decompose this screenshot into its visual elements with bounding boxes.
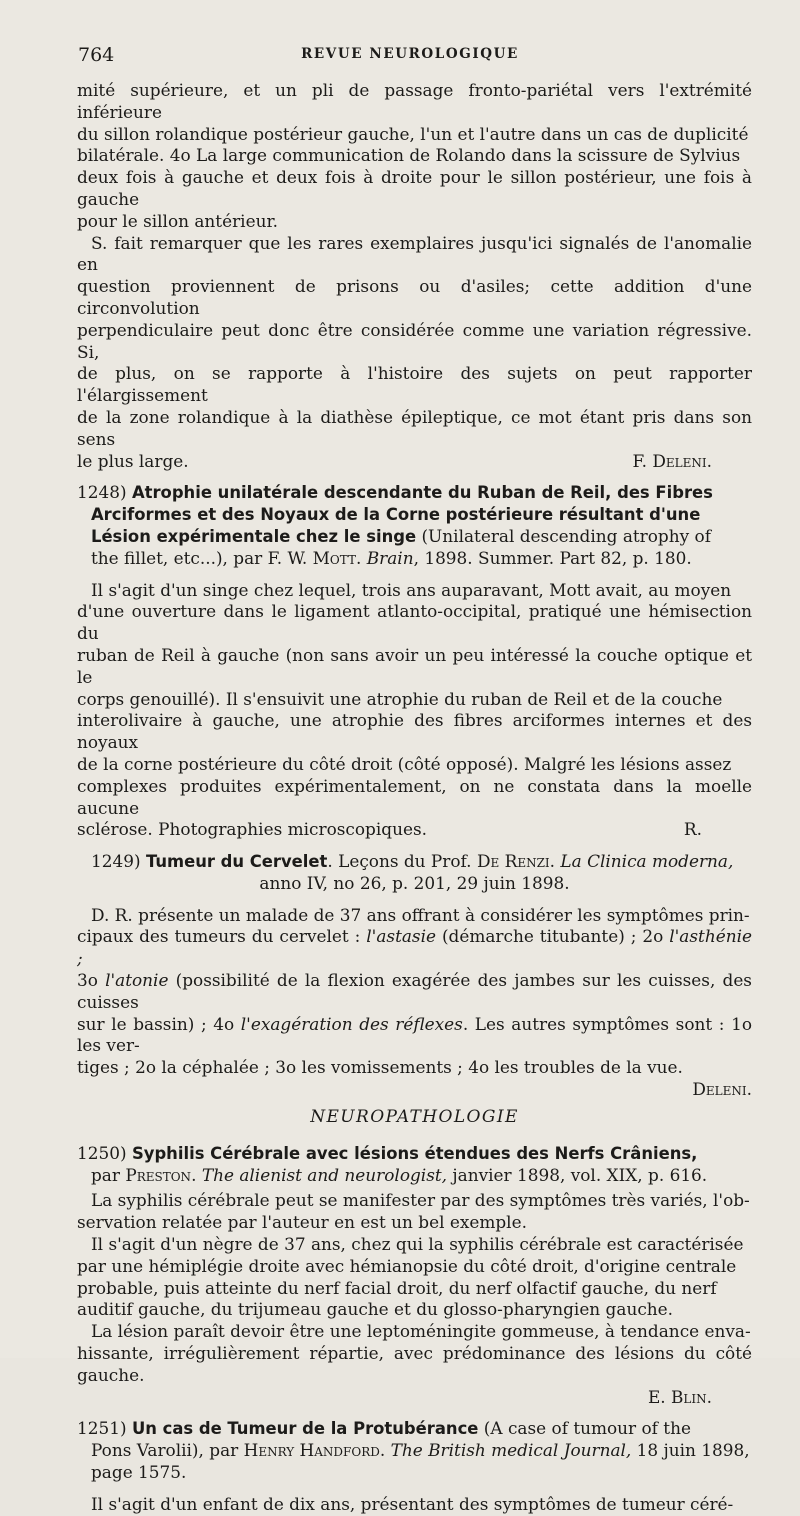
entry-1248: 1248) Atrophie unilatérale descendante du Ruban de Reil, des Fibres Arciformes et des Noyaux de la Corne postérieure résultant d'une Lésion expérimentale chez le singe (Unilateral descending atrophy of the fillet, etc...), par F. W. Mott. Brain, 1898. Summer. Part 82, p. 180. Il s'agit d'un singe chez lequel, trois ans auparavant, Mott avait, au moyen d'une ouverture dans le ligament atlanto-occipital, pratiqué une hémisection du ruban de Reil à gauche (non sans avoir un peu intéressé la couche optique et le corps genouillé). Il s'ensuivit une atrophie du ruban de Reil et de la couche interolivaire à gauche, une atrophie des fibres arciformes internes et des noyaux de la corne postérieure du côté droit (côté opposé). Malgré les lésions assez complexes produites expérimentalement, on ne constata dans la moelle aucune sclérose. Photographies microscopiques. R. bbox=[77, 482, 752, 840]
signature: R. bbox=[683, 819, 702, 840]
entry-title: Tumeur du Cervelet bbox=[145, 852, 328, 872]
section-heading: NEUROPATHOLOGIE bbox=[310, 1107, 519, 1128]
signature: E. Blin. bbox=[647, 1386, 712, 1407]
entry-title: Atrophie unilatérale descendante du Ruban de Reil, des Fibres bbox=[131, 483, 713, 503]
journal-name: The alienist and neurologist, bbox=[201, 1164, 448, 1185]
entry-number: 1250) bbox=[77, 1142, 127, 1163]
entry-number: 1251) bbox=[77, 1418, 127, 1439]
signature: Deleni. bbox=[692, 1079, 752, 1100]
entry-heading bbox=[77, 482, 752, 504]
page-header bbox=[78, 44, 742, 68]
journal-name: The British medical Journal, bbox=[390, 1440, 632, 1461]
entry-heading: 1251) Un cas de Tumeur de la Protubérance (A case of tumour of the bbox=[77, 1418, 691, 1439]
entry-body: Il s'agit d'un enfant de dix ans, présentant des symptômes de tumeur céré- bbox=[91, 1493, 734, 1514]
entry-number: 1249) bbox=[91, 851, 141, 872]
entry-body: La syphilis cérébrale peut se manifester par des symptômes très variés, l'ob- servation relatée par l'auteur en est un bel exemple. bbox=[77, 1190, 750, 1233]
journal-name: Brain bbox=[366, 547, 414, 568]
entry-1251: 1251) Un cas de Tumeur de la Protubérance (A case of tumour of the Pons Varolii), par Henry Handford. The British medical Journal, 18 juin 1898, page 1575. Il s'agit d'un enfant de dix ans, présentant des symptômes de tumeur céré- bbox=[77, 1418, 752, 1515]
entry-body: D. R. présente un malade de 37 ans offrant à considérer les symptômes prin- cipaux des tumeurs du cervelet : l'astasie (démarche titubante) ; 2o l'asthénie ; 3o l'atonie (possibilité de la flexion exagérée des jambes sur les cuisses, des cuisses sur le bassin) ; 4o l'exagération des réflexes. Les autres symptômes sont : 1o les ver- tiges ; 2o la céphalée ; 3o les vomissements ; 4o les troubles de la vue. Deleni. bbox=[77, 904, 752, 1100]
running-title: REVUE NEUROLOGIQUE bbox=[301, 46, 519, 62]
journal-name: La Clinica moderna, bbox=[560, 851, 734, 872]
entry-body: Il s'agit d'un singe chez lequel, trois ans auparavant, Mott avait, au moyen d'une ouverture dans le ligament atlanto-occipital, pratiqué une hémisection du ruban de Reil à gauche (non sans avoir un peu intéressé la couche optique et le corps genouillé). Il s'ensuivit une atrophie du ruban de Reil et de la couche interolivaire à gauche, une atrophie des fibres arciformes internes et des noyaux de la corne postérieure du côté droit (côté opposé). Malgré les lésions assez complexes produites expérimentalement, on ne constata dans la moelle aucune sclérose. Photographies microscopiques. R. bbox=[77, 579, 752, 840]
paragraph-continuation: mité supérieure, et un pli de passage fronto-pariétal vers l'extrémité inférieure du sillon rolandique postérieur gauche, l'un et l'autre dans un cas de duplicité bilatérale. 4o La large communication de Rolando dans la scissure de Sylvius deux fois à gauche et deux fois à droite pour le sillon postérieur, une fois à gauche pour le sillon antérieur. bbox=[77, 80, 752, 231]
entry-heading bbox=[77, 1143, 752, 1165]
entry-1249: 1249) Tumeur du Cervelet. Leçons du Prof. De Renzi. La Clinica moderna, anno IV, no 26, p. 201, 29 juin 1898. D. R. présente un malade de 37 ans offrant à considérer les symptômes prin- cipaux des tumeurs du cervelet : l'astasie (démarche titubante) ; 2o l'asthénie ; 3o l'atonie (possibilité de la flexion exagérée des jambes sur les cuisses, des cuisses sur le bassin) ; 4o l'exagération des réflexes. Les autres symptômes sont : 1o les ver- tiges ; 2o la céphalée ; 3o les vomissements ; 4o les troubles de la vue. Deleni. bbox=[77, 851, 752, 1100]
entry-title: Un cas de Tumeur de la Protubérance bbox=[131, 1419, 479, 1439]
author: Henry Handford bbox=[243, 1440, 380, 1461]
author: Preston bbox=[125, 1164, 192, 1185]
entry-1250: 1250) Syphilis Cérébrale avec lésions étendues des Nerfs Crâniens, par Preston. The alienist and neurologist, janvier 1898, vol. XIX, p. 616. La syphilis cérébrale peut se manifester par des symptômes très variés, l'ob- servation relatée par l'auteur en est un bel exemple. Il s'agit d'un nègre de 37 ans, chez qui la syphilis cérébrale est caractérisée par une hémiplégie droite avec hémianopsie du côté droit, d'origine centrale probable, puis atteinte du nerf facial droit, du nerf olfactif gauche, du nerf auditif gauche, du trijumeau gauche et du glosso-pharyngien gauche. La lésion paraît devoir être une leptoméningite gommeuse, à tendance enva- hissante, irrégulièrement répartie, avec prédominance des lésions du côté gauche. E. Blin. bbox=[77, 1142, 752, 1407]
entry-number: 1248) bbox=[77, 482, 127, 503]
text-column bbox=[77, 80, 752, 1516]
signature: F. Deleni. bbox=[632, 450, 712, 471]
author: Mott bbox=[312, 547, 356, 568]
entry-title: Syphilis Cérébrale avec lésions étendues des Nerfs Crâniens, bbox=[131, 1143, 698, 1163]
entry-heading: 1249) Tumeur du Cervelet. Leçons du Prof. De Renzi. La Clinica moderna, bbox=[91, 851, 734, 872]
page-number: 764 bbox=[78, 44, 115, 66]
paragraph-remark: S. fait remarquer que les rares exemplaires jusqu'ici signalés de l'anomalie en question proviennent de prisons ou d'asiles; cette addition d'une circonvolution perpendiculaire peut donc être considérée comme une variation régressive. Si, de plus, on se rapporte à l'histoire des sujets on peut rapporter l'élargissement de la zone rolandique à la diathèse épileptique, ce mot étant pris dans son sens le plus large. F. Deleni. bbox=[77, 232, 752, 471]
